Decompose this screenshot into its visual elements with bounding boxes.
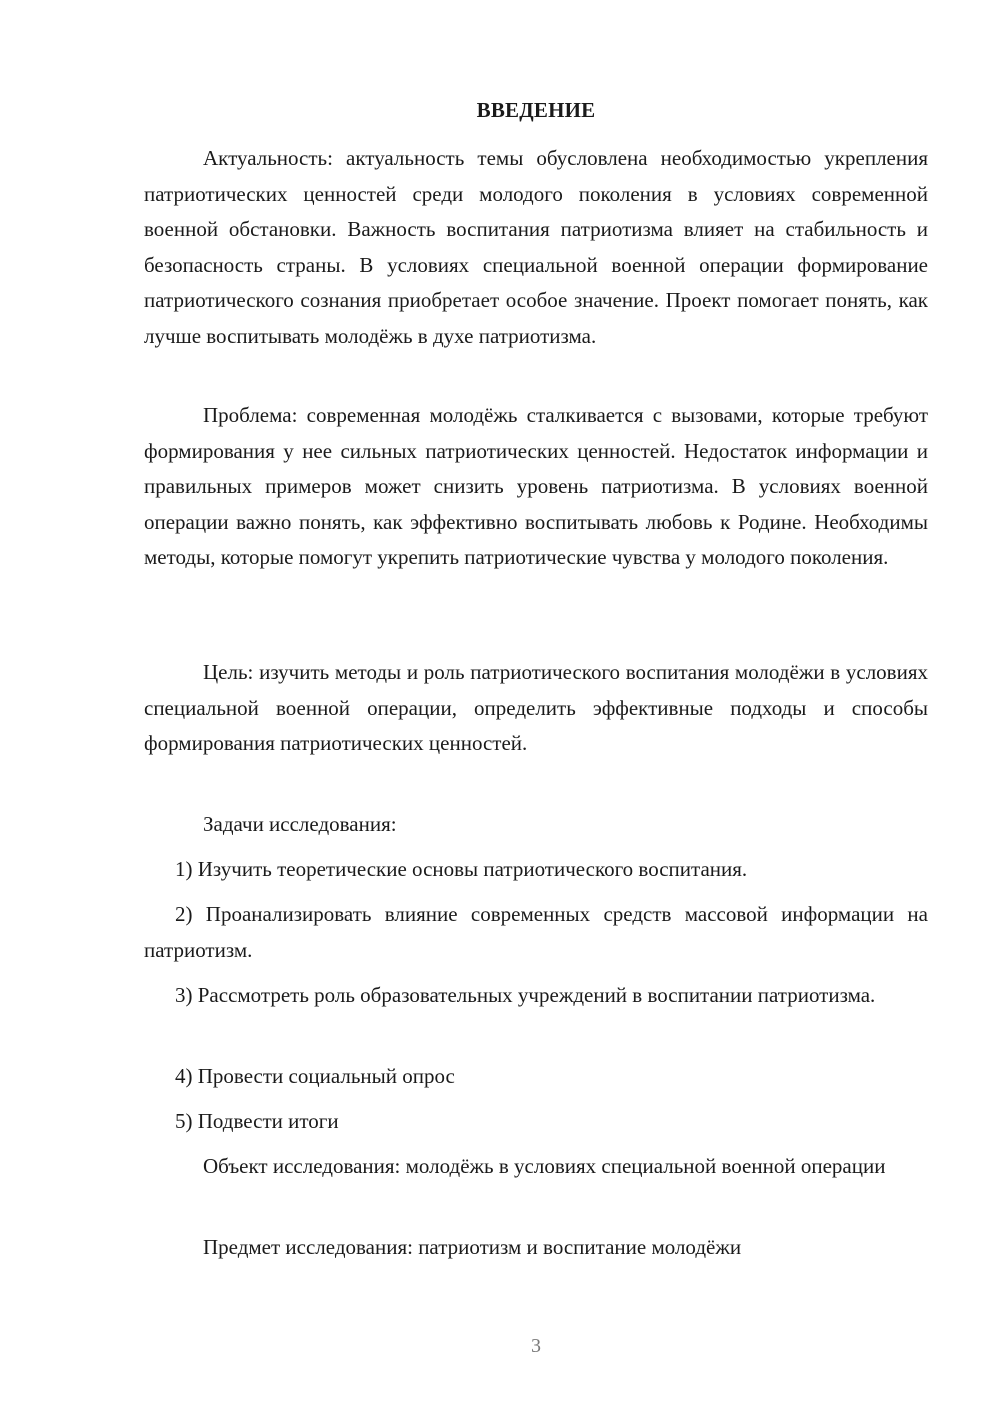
- goal-paragraph: Цель: изучить методы и роль патриотического воспитания молодёжи в условиях специальной военной операции, определить эффективные подходы и способы формирования патриотических ценностей.: [144, 660, 928, 755]
- list-item: 4) Провести социальный опрос: [175, 1064, 455, 1088]
- problem-paragraph: Проблема: современная молодёжь сталкивается с вызовами, которые требуют формирования у нее сильных патриотических ценностей. Недостаток информации и правильных примеров может снизить уровень патриотизма. В условиях военной операции важно понять, как эффективно воспитывать любовь к Родине. Необходимы методы, которые помогут укрепить патриотические чувства у молодого поколения.: [144, 403, 928, 569]
- page-title: ВВЕДЕНИЕ: [476, 98, 596, 122]
- page-number: 3: [531, 1335, 541, 1357]
- list-item: 3) Рассмотреть роль образовательных учреждений в воспитании патриотизма.: [175, 983, 876, 1007]
- list-item: 5) Подвести итоги: [175, 1109, 339, 1133]
- tasks-heading: Задачи исследования:: [203, 812, 397, 836]
- relevance-paragraph: Актуальность: актуальность темы обусловлена необходимостью укрепления патриотических ценностей среди молодого поколения в условиях современной военной обстановки. Важность воспитания патриотизма влияет на стабильность и безопасность страны. В условиях специальной военной операции формирование патриотического сознания приобретает особое значение. Проект помогает понять, как лучше воспитывать молодёжь в духе патриотизма.: [144, 146, 928, 348]
- subject-paragraph: Предмет исследования: патриотизм и воспитание молодёжи: [203, 1235, 742, 1259]
- list-item: 2) Проанализировать влияние современных средств массовой информации на патриотизм.: [144, 902, 928, 962]
- object-paragraph: Объект исследования: молодёжь в условиях специальной военной операции: [203, 1154, 886, 1178]
- list-item: 1) Изучить теоретические основы патриотического воспитания.: [175, 857, 748, 881]
